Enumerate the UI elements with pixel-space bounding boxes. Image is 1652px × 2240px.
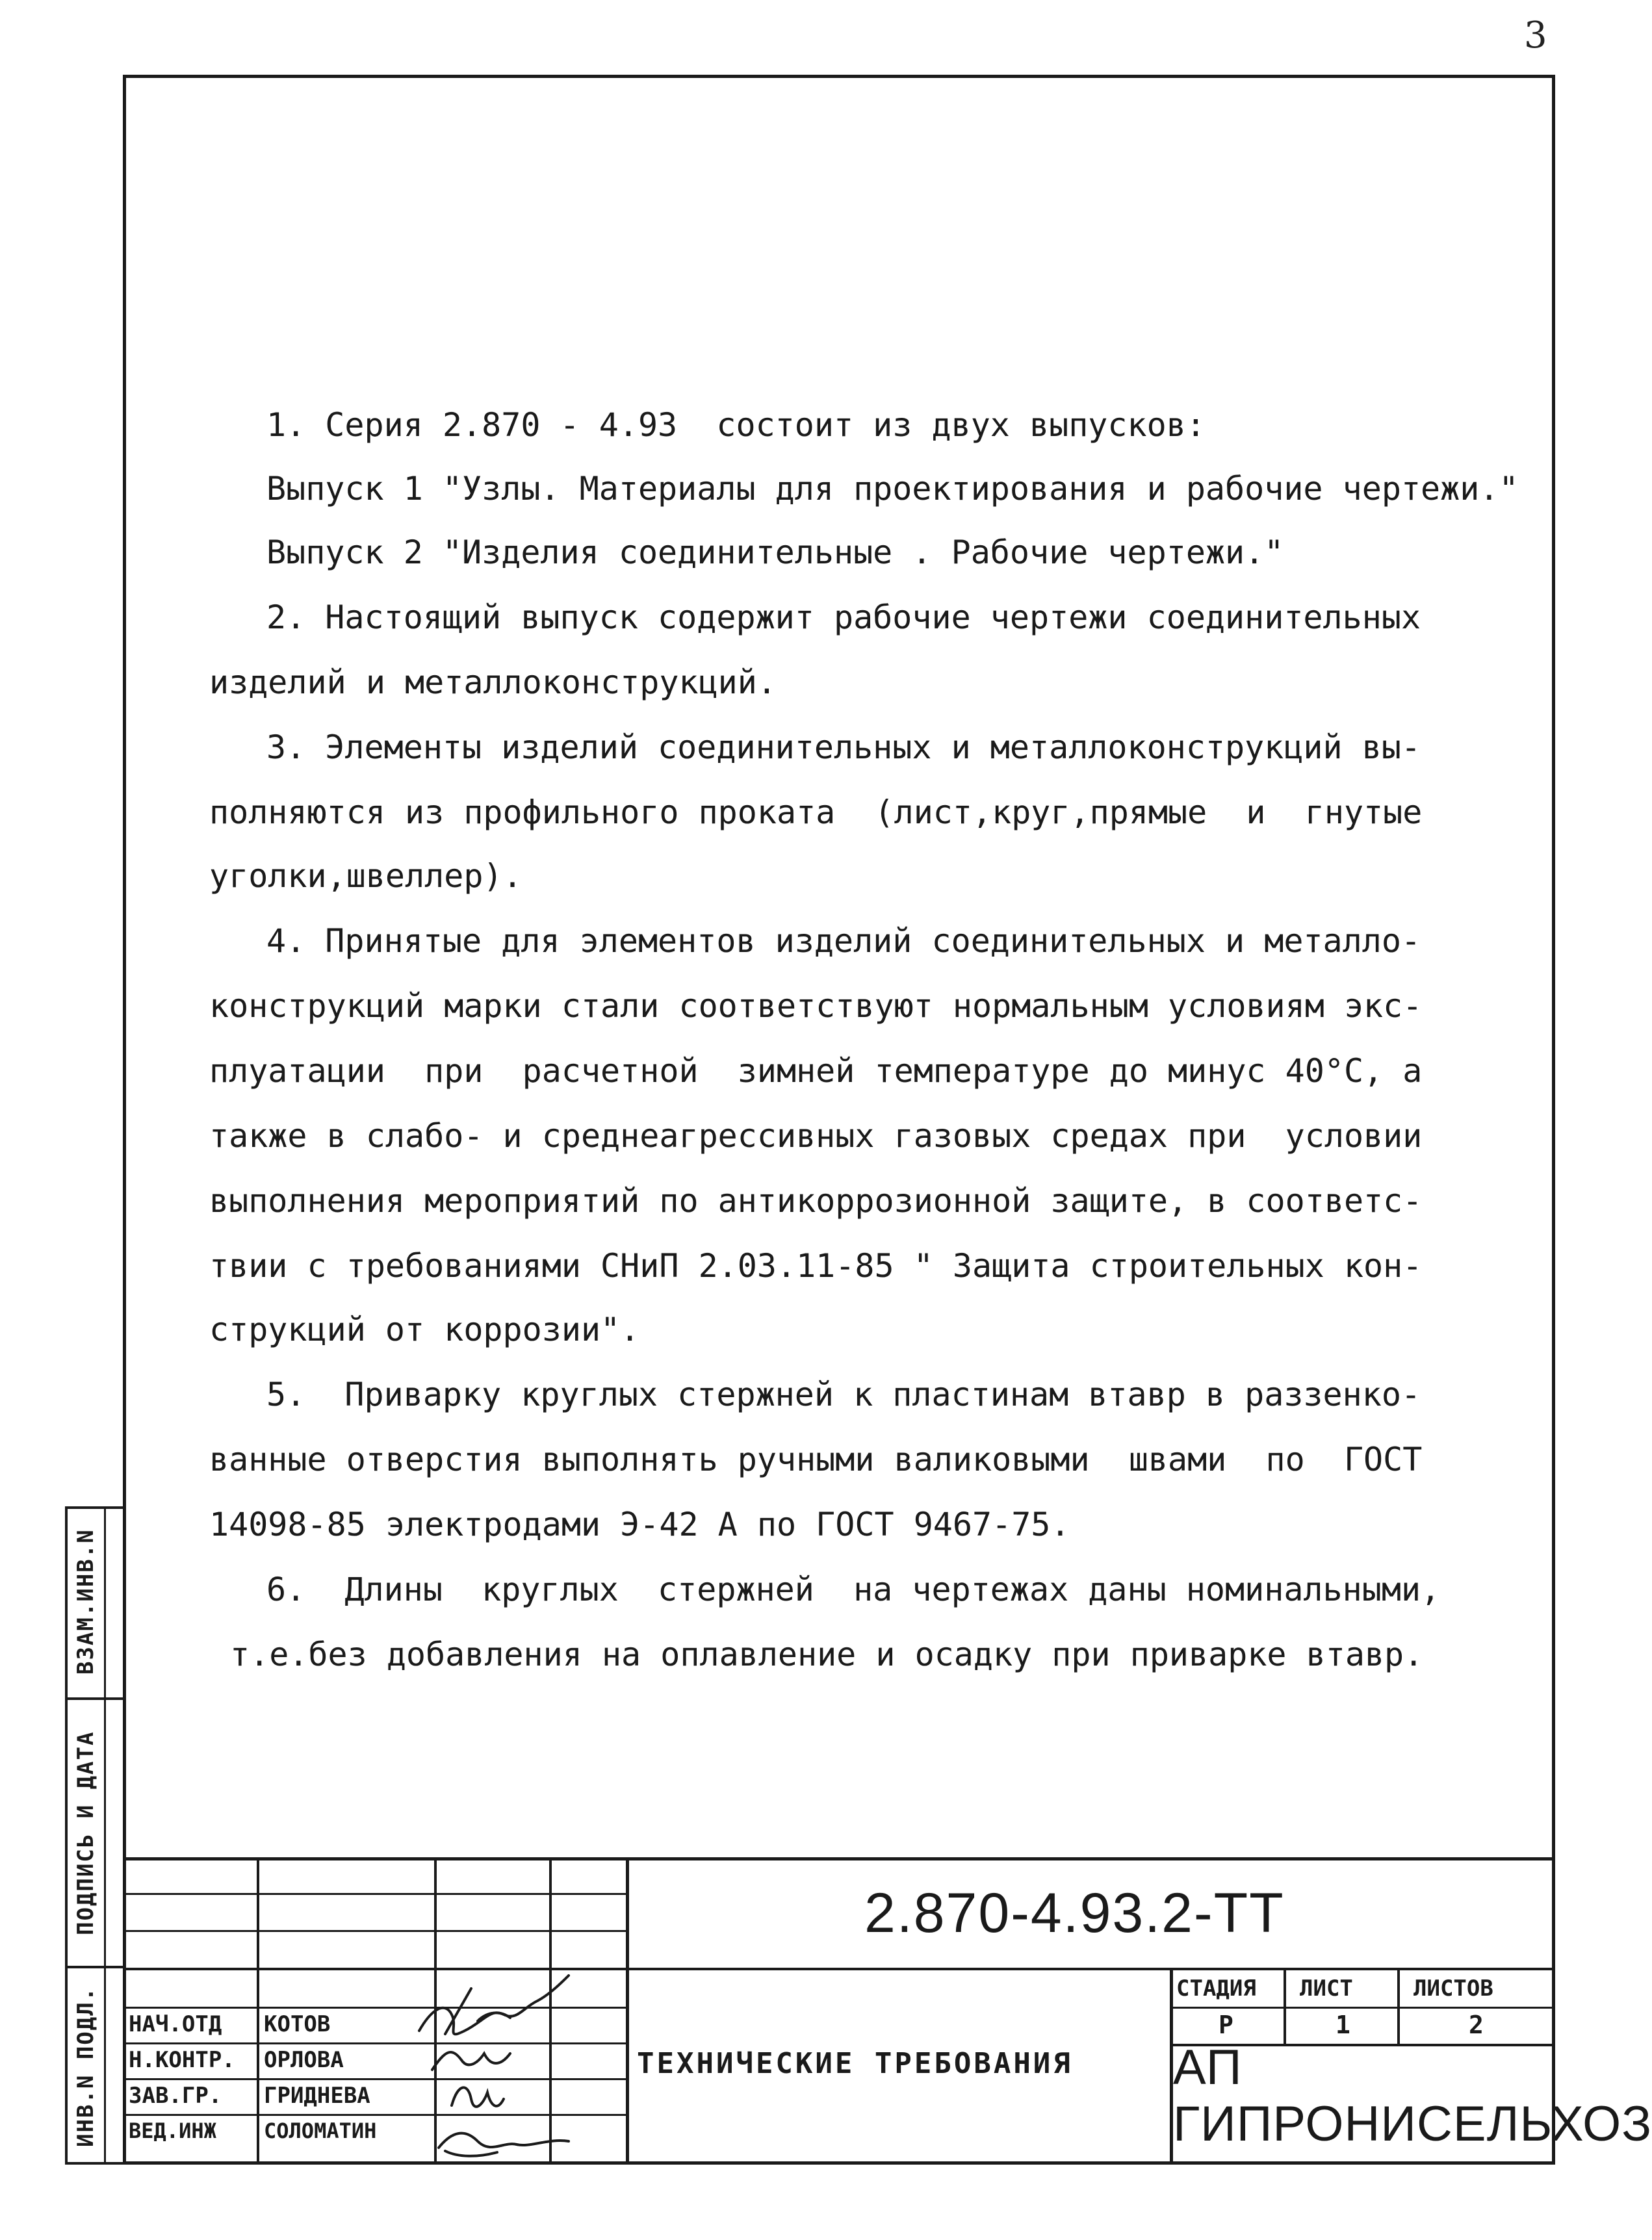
staff-name: ОРЛОВА [264, 2047, 344, 2073]
text-line: т.е.без добавления на оплавление и осадку при приварке втавр. [230, 1636, 1424, 1673]
text-line: выполнения мероприятий по антикоррозионной защите, в соответс- [209, 1182, 1423, 1220]
side-divider [65, 1697, 123, 1700]
tb-rule [257, 1857, 259, 2165]
text-line: 4. Принятые для элементов изделий соединительных и металло- [266, 922, 1421, 960]
tb-rule [123, 1968, 1555, 1970]
text-line: также в слабо- и среднеагрессивных газовых средах при условии [209, 1117, 1423, 1155]
text-line: ванные отверстия выполнять ручными валиковыми швами по ГОСТ [209, 1441, 1423, 1478]
tb-rule [123, 1857, 1555, 1860]
text-line: струкций от коррозии". [209, 1311, 640, 1348]
text-line: 5. Приварку круглых стержней к пластинам втавр в раззенко- [266, 1376, 1421, 1413]
staff-name: СОЛОМАТИН [264, 2118, 377, 2143]
text-line: Выпуск 2 "Изделия соединительные . Рабочие чертежи." [266, 534, 1284, 571]
text-line: изделий и металлоконструкций. [209, 663, 777, 701]
side-label-inv-original: ИНВ.N ПОДЛ. [73, 1986, 99, 2147]
text-line: уголки,швеллер). [209, 857, 523, 895]
text-line: 14098-85 электродами Э-42 А по ГОСТ 9467-75. [209, 1506, 1070, 1543]
side-label-signature-date: ПОДПИСЬ И ДАТА [73, 1731, 99, 1935]
tb-rule [1170, 2007, 1555, 2009]
text-line: Выпуск 1 "Узлы. Материалы для проектирования и рабочие чертежи." [266, 470, 1519, 508]
sheet-value: 1 [1336, 2011, 1350, 2039]
text-line: 6. Длины круглых стержней на чертежах даны номинальными, [266, 1571, 1441, 1608]
page-number: 3 [1524, 14, 1547, 57]
organization-name: АП ГИПРОНИСЕЛЬХОЗ [1173, 2040, 1652, 2152]
tb-rule [1397, 1968, 1400, 2046]
sheets-value: 2 [1469, 2011, 1484, 2039]
document-code: 2.870-4.93.2-ТТ [864, 1882, 1285, 1944]
staff-role: ЗАВ.ГР. [129, 2083, 222, 2109]
text-line: 3. Элементы изделий соединительных и металлоконструкций вы- [266, 728, 1421, 766]
side-label-inv-replace: ВЗАМ.ИНВ.N [73, 1528, 99, 1675]
stage-header: СТАДИЯ [1176, 1976, 1256, 2002]
stage-value: Р [1219, 2011, 1233, 2039]
sheet-header: ЛИСТ [1300, 1976, 1353, 2002]
text-line: плуатации при расчетной зимней температуре до минус 40°С, а [209, 1052, 1423, 1090]
staff-role: НАЧ.ОТД [129, 2011, 222, 2037]
staff-name: КОТОВ [264, 2011, 331, 2037]
text-line: конструкций марки стали соответствуют нормальным условиям экс- [209, 987, 1423, 1025]
sheets-header: ЛИСТОВ [1413, 1976, 1493, 2002]
handwritten-signatures [406, 1969, 575, 2164]
tb-rule [1284, 1968, 1286, 2046]
staff-name: ГРИДНЕВА [264, 2083, 370, 2109]
staff-role: Н.КОНТР. [129, 2047, 235, 2073]
tb-rule [626, 1857, 629, 2165]
staff-role: ВЕД.ИНЖ [129, 2118, 216, 2143]
text-line: твии с требованиями СНиП 2.03.11-85 " Защита строительных кон- [209, 1247, 1423, 1285]
text-line: 1. Серия 2.870 - 4.93 состоит из двух выпусков: [266, 406, 1206, 444]
sheet-title: ТЕХНИЧЕСКИЕ ТРЕБОВАНИЯ [637, 2047, 1073, 2080]
side-divider [104, 1506, 106, 2165]
side-divider [65, 1966, 123, 1968]
text-line: 2. Настоящий выпуск содержит рабочие чертежи соединительных [266, 599, 1421, 636]
text-line: полняются из профильного проката (лист,круг,прямые и гнутые [209, 793, 1423, 831]
